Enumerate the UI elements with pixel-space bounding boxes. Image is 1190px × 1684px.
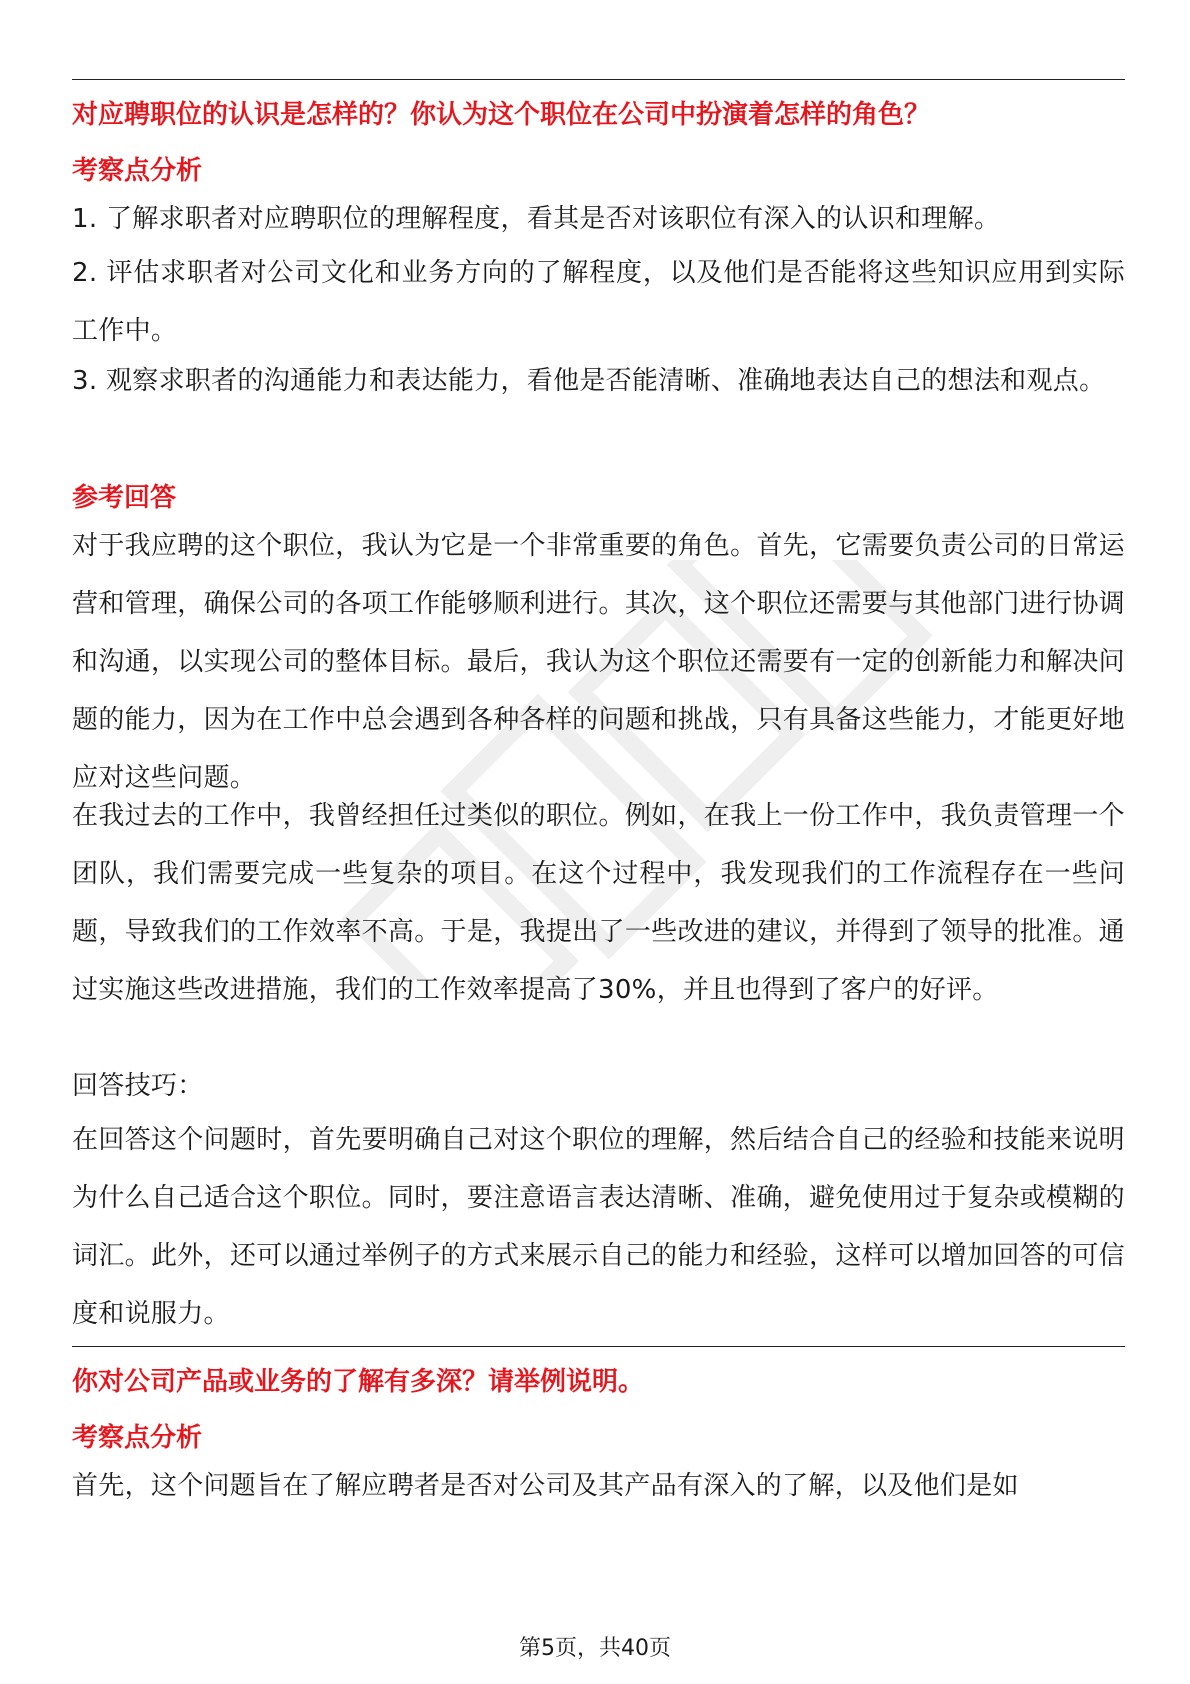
question-2-analysis-heading: 考察点分析 [72, 1423, 203, 1453]
page-footer: 第5页，共40页 [519, 1636, 671, 1661]
question-1-title: 对应聘职位的认识是怎样的？你认为这个职位在公司中扮演着怎样的角色？ [72, 100, 931, 130]
question-1-answer-tips-text: 在回答这个问题时，首先要明确自己对这个职位的理解，然后结合自己的经验和技能来说明为什么自己适合这个职位。同时，要注意语言表达清晰、准确，避免使用过于复杂或模糊的词汇。此外，还可以通过举例子的方式来展示自己的能力和经验，这样可以增加回答的可信度和说服力。 [72, 1125, 1125, 1329]
question-1-analysis-item-1: 1. 了解求职者对应聘职位的理解程度，看其是否对该职位有深入的认识和理解。 [72, 204, 1001, 234]
question-1-analysis-item-3: 3. 观察求职者的沟通能力和表达能力，看他是否能清晰、准确地表达自己的想法和观点。 [72, 366, 1106, 396]
section-divider-top [72, 79, 1125, 80]
question-1-answer-tips-label: 回答技巧： [72, 1071, 204, 1101]
question-1-answer-heading: 参考回答 [72, 483, 177, 513]
document-page [72, 0, 1125, 1684]
question-1-analysis-heading: 考察点分析 [72, 156, 203, 186]
question-1-analysis-item-2: 2. 评估求职者对公司文化和业务方向的了解程度，以及他们是否能将这些知识应用到实际工作中。 [72, 258, 1125, 346]
section-divider [72, 1346, 1125, 1347]
question-1-answer-paragraph-1: 对于我应聘的这个职位，我认为它是一个非常重要的角色。首先，它需要负责公司的日常运营和管理，确保公司的各项工作能够顺利进行。其次，这个职位还需要与其他部门进行协调和沟通，以实现公司的整体目标。最后，我认为这个职位还需要有一定的创新能力和解决问题的能力，因为在工作中总会遇到各种各样的问题和挑战，只有具备这些能力，才能更好地应对这些问题。 [72, 531, 1125, 793]
question-2-title: 你对公司产品或业务的了解有多深？请举例说明。 [72, 1367, 645, 1397]
question-1-answer-paragraph-2: 在我过去的工作中，我曾经担任过类似的职位。例如，在我上一份工作中，我负责管理一个团队，我们需要完成一些复杂的项目。在这个过程中，我发现我们的工作流程存在一些问题，导致我们的工作效率不高。于是，我提出了一些改进的建议，并得到了领导的批准。通过实施这些改进措施，我们的工作效率提高了30%，并且也得到了客户的好评。 [72, 801, 1125, 1005]
question-2-analysis-text: 首先，这个问题旨在了解应聘者是否对公司及其产品有深入的了解，以及他们是如 [72, 1471, 1019, 1501]
